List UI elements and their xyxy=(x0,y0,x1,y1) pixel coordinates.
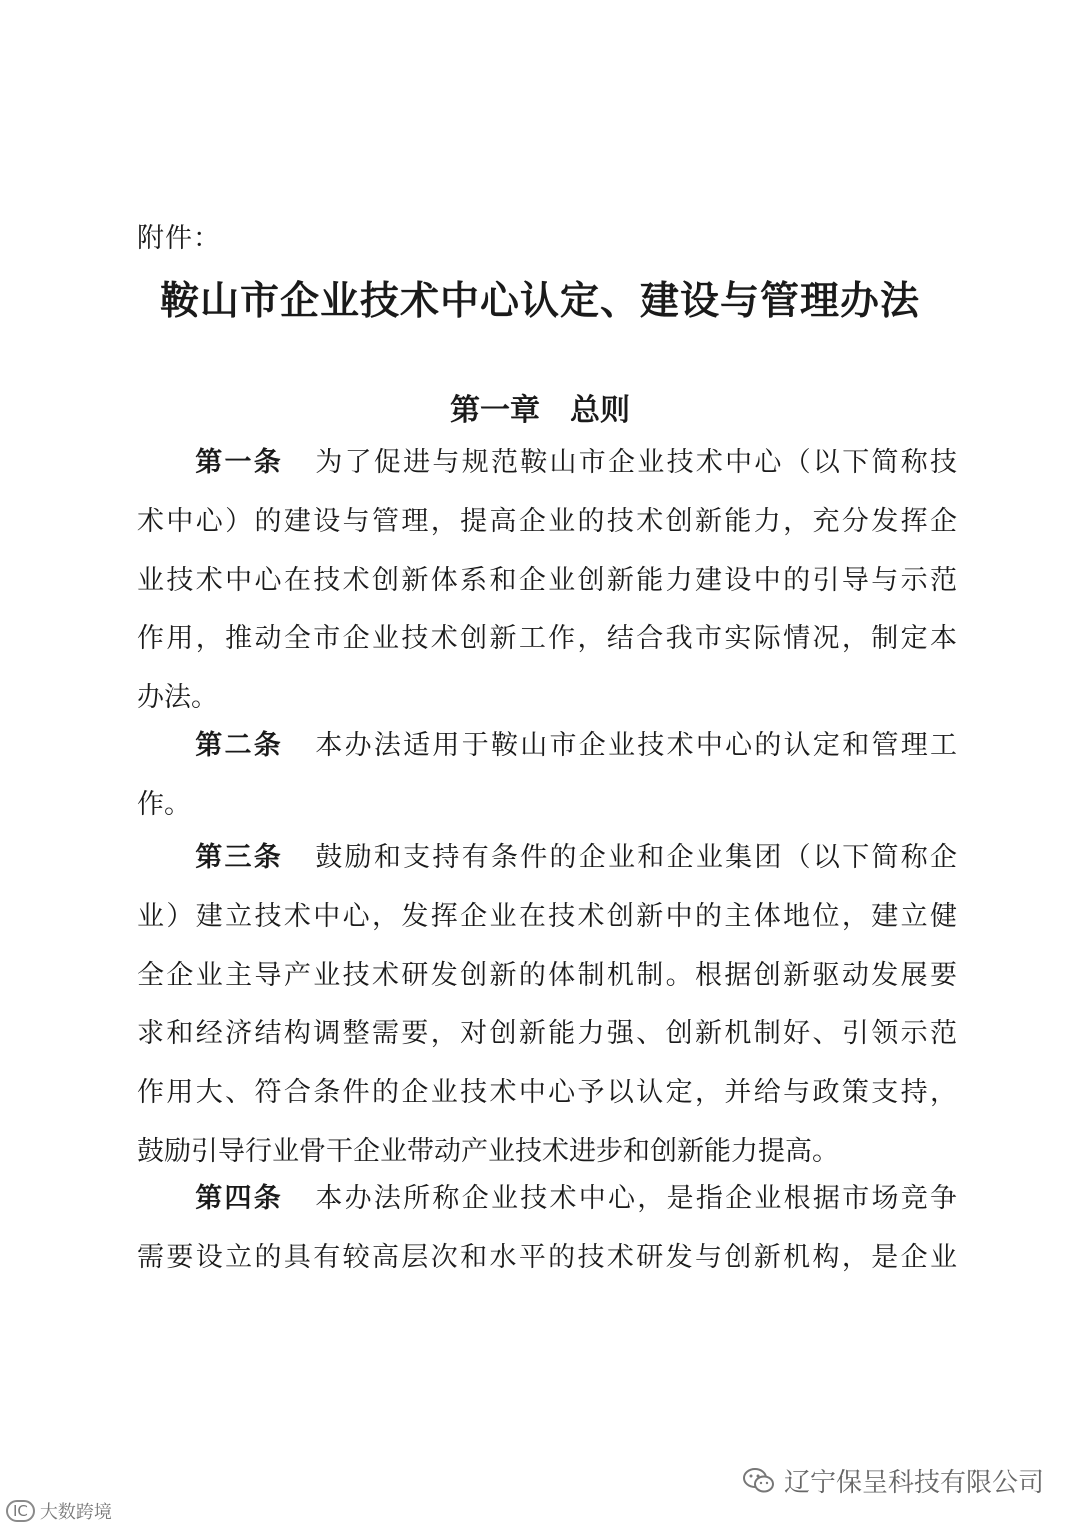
article-3 xyxy=(137,829,957,1182)
article-line: 全企业主导产业技术研发创新的体制机制。根据创新驱动发展要 xyxy=(137,959,957,991)
article-line: 作。 xyxy=(137,788,191,820)
article-line: 作用，推动全市企业技术创新工作，结合我市实际情况，制定本 xyxy=(137,623,957,655)
article-line: 办法。 xyxy=(137,682,218,714)
source-watermark xyxy=(6,1498,112,1524)
article-line: 业）建立技术中心，发挥企业在技术创新中的主体地位，建立健 xyxy=(137,900,957,932)
chapter-heading xyxy=(0,385,1080,429)
article-text: 鼓励和支持有条件的企业和企业集团（以下简称企 xyxy=(313,842,957,873)
article-first-line xyxy=(137,1170,957,1229)
watermark-company: 辽宁保呈科技有限公司 xyxy=(783,1468,1044,1498)
wechat-watermark xyxy=(742,1462,1044,1499)
article-first-line xyxy=(137,829,957,888)
chapter-number: 第一章 xyxy=(450,393,540,428)
article-label: 第三条 xyxy=(193,842,284,873)
article-text: 本办法适用于鞍山市企业技术中心的认定和管理工 xyxy=(313,730,957,761)
article-label: 第二条 xyxy=(193,730,284,761)
document-title: 鞍山市企业技术中心认定、建设与管理办法 xyxy=(159,278,920,324)
article-label: 第四条 xyxy=(193,1183,284,1214)
watermark-source: 大数跨境 xyxy=(39,1502,112,1523)
article-line: 术中心）的建设与管理，提高企业的技术创新能力，充分发挥企 xyxy=(137,505,957,537)
article-first-line xyxy=(137,717,957,776)
article-line: 作用大、符合条件的企业技术中心予以认定，并给与政策支持， xyxy=(137,1077,957,1109)
article-4 xyxy=(137,1170,957,1288)
article-1 xyxy=(137,434,957,728)
article-line: 鼓励引导行业骨干企业带动产业技术进步和创新能力提高。 xyxy=(137,1135,839,1167)
article-line: 求和经济结构调整需要，对创新能力强、创新机制好、引领示范 xyxy=(137,1018,957,1050)
article-text: 为了促进与规范鞍山市企业技术中心（以下简称技 xyxy=(313,447,957,478)
article-line: 业技术中心在技术创新体系和企业创新能力建设中的引导与示范 xyxy=(137,564,957,596)
article-first-line xyxy=(137,434,957,493)
chapter-name: 总则 xyxy=(570,393,630,428)
source-logo-icon: IC xyxy=(6,1500,35,1522)
article-label: 第一条 xyxy=(193,447,284,478)
article-line: 需要设立的具有较高层次和水平的技术研发与创新机构，是企业 xyxy=(137,1241,957,1273)
article-text: 本办法所称企业技术中心，是指企业根据市场竞争 xyxy=(313,1183,957,1214)
wechat-icon xyxy=(742,1467,776,1495)
article-2 xyxy=(137,717,957,835)
attachment-label: 附件： xyxy=(137,223,221,254)
